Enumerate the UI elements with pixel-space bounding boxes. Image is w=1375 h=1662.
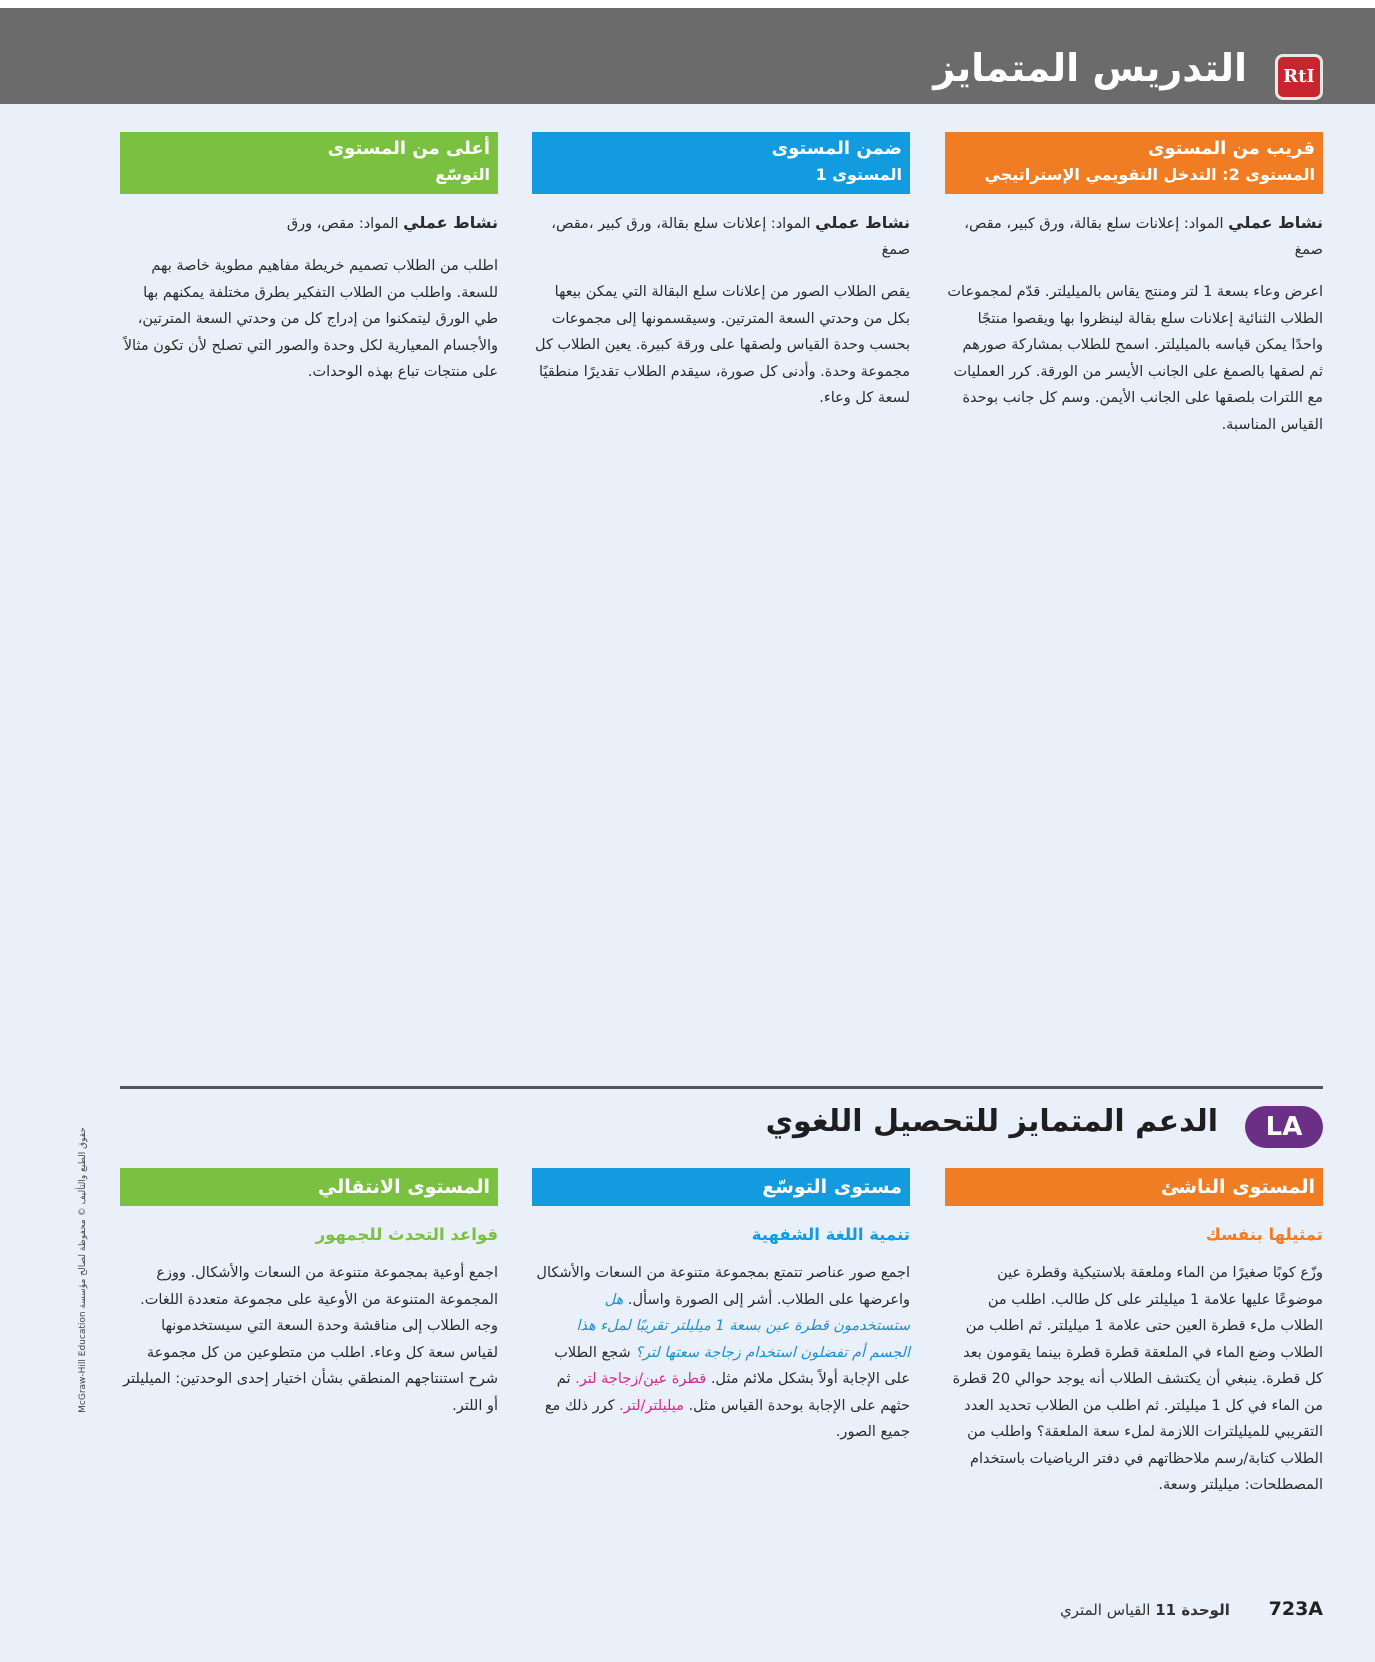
tier-subtitle: المستوى 2: التدخل التقويمي الإستراتيجي: [984, 165, 1315, 184]
la-column-emerging: [945, 1168, 1323, 1499]
la-section-title: الدعم المتمايز للتحصيل اللغوي: [765, 1104, 1218, 1139]
tier-header: [120, 132, 498, 194]
la-body: [532, 1260, 910, 1446]
header-bar: [0, 8, 1375, 104]
rti-logo-icon: RtI: [1275, 54, 1323, 100]
footer-unit: الوحدة 11: [1155, 1601, 1230, 1619]
tier-title: ضمن المستوى: [771, 138, 902, 159]
tier-header: [532, 132, 910, 194]
tier-title: قريب من المستوى: [1147, 138, 1315, 159]
tier-header: [945, 132, 1323, 194]
activity-line: [120, 210, 498, 237]
activity-materials: المواد: مقص، ورق: [286, 216, 399, 232]
tier-body: يقص الطلاب الصور من إعلانات سلع البقالة التي يمكن بيعها بكل من وحدتي السعة المترتين. وسيقسمونها إلى مجموعات بحسب وحدة القياس ولصقها على ورقة كبيرة. يعين الطلاب كل مجموعة وحدة. وأدنى كل صورة، سيقدم الطلاب تقديرًا منطقيًا لسعة كل وعاء.: [534, 284, 910, 406]
la-badge-icon: LA: [1245, 1106, 1323, 1148]
tier-column-beyond: [120, 132, 498, 386]
la-subhead: تمثيلها بنفسك: [1205, 1225, 1323, 1244]
la-column-bridging: [120, 1168, 498, 1419]
activity-line: [945, 210, 1323, 263]
tier-body: اعرض وعاء بسعة 1 لتر ومنتج يقاس بالميليلتر. قدّم لمجموعات الطلاب الثنائية إعلانات سلع بقالة لينظروا بها ويقصوا منتجًا واحدًا يمكن قياسه بالميليلتر. اسمح للطلاب بمشاركة صورهم ثم لصقها بالصمغ على الجانب الأيسر من الورقة. كرر العمليات مع اللترات بلصقها على الجانب الأيمن. وسم كل جانب بوحدة القياس المناسبة.: [947, 284, 1323, 433]
tier-column-approaching: [945, 132, 1323, 438]
la-example-answer: ميليلتر/لتر.: [619, 1397, 684, 1414]
la-subhead: قواعد التحدث للجمهور: [315, 1225, 498, 1244]
la-column-expanding: [532, 1168, 910, 1446]
la-body-part: كرر ذلك مع جميع الصور.: [544, 1397, 910, 1440]
activity-label: نشاط عملي: [815, 213, 910, 232]
la-body-part: ثم حثهم على الإجابة بوحدة القياس مثل.: [556, 1371, 910, 1414]
footer-topic: القياس المتري: [1059, 1601, 1151, 1619]
la-body: اجمع أوعية بمجموعة متنوعة من السعات والأشكال. ووزع المجموعة المتنوعة من الأوعية على مجموعة متعددة اللغات. وجه الطلاب إلى مناقشة وحدة السعة التي سيستخدمونها لقياس سعة كل وعاء. اطلب من متطوعين من كل مجموعة شرح استنتاجهم المنطقي بشأن اختيار إحدى الوحدتين: الميليلتر أو اللتر.: [123, 1265, 498, 1414]
activity-line: [532, 210, 910, 263]
tier-subtitle: المستوى 1: [815, 165, 902, 184]
la-level-header: المستوى الناشئ: [945, 1168, 1323, 1206]
activity-materials: المواد: إعلانات سلع بقالة، ورق كبير، مقص، صمغ: [964, 216, 1323, 258]
section-divider: [120, 1086, 1323, 1089]
tier-body: اطلب من الطلاب تصميم خريطة مفاهيم مطوية خاصة بهم للسعة. واطلب من الطلاب التفكير بطرق مختلفة يمكنهم بها طي الورق ليتمكنوا من إدراج كل من وحدتي السعة المترتين، والأجسام المعيارية لكل وحدة والصور التي تصلح لأن تكون مثالاً على منتجات تباع بهذه الوحدات.: [123, 258, 498, 380]
la-body-part: اجمع صور عناصر تتمتع بمجموعة متنوعة من السعات والأشكال واعرضها على الطلاب. أشر إلى الصورة واسأل.: [536, 1265, 910, 1308]
activity-materials: المواد: إعلانات سلع بقالة، ورق كبير ،مقص، صمغ: [551, 216, 910, 258]
page-number: 723A: [1268, 1598, 1323, 1620]
activity-label: نشاط عملي: [1228, 213, 1323, 232]
la-body: وزّع كوبًا صغيرًا من الماء وملعقة بلاستيكية وقطرة عين موضوعًا عليها علامة 1 ميليلتر على كل طالب. اطلب من الطلاب ملء قطرة العين حتى علامة 1 ميليلتر. ثم اطلب من الطلاب وضع الماء في الملعقة قطرة قطرة بينما يقومون بعد كل قطرة. ينبغي أن يكتشف الطلاب أنه يوجد حوالي 20 قطرة من الماء في كل 1 ميليلتر. ثم اطلب من الطلاب تحديد العدد التقريبي للميليلترات اللازمة لملء سعة الملعقة؟ واطلب من الطلاب كتابة/رسم ملاحظاتهم في دفتر الرياضيات باستخدام المصطلحات: ميليلتر وسعة.: [952, 1265, 1323, 1493]
tier-column-on-level: [532, 132, 910, 412]
la-question: هل ستستخدمون قطرة عين بسعة 1 ميليلتر تقريبًا لملء هذا الجسم أم تفضلون استخدام زجاجة سعتها لتر؟: [576, 1291, 910, 1361]
la-subhead: تنمية اللغة الشفهية: [751, 1225, 910, 1244]
activity-label: نشاط عملي: [403, 213, 498, 232]
la-body-part: شجع الطلاب على الإجابة أولاً بشكل ملائم مثل.: [554, 1344, 910, 1387]
la-level-header: المستوى الانتقالي: [120, 1168, 498, 1206]
la-example-answer: قطرة عين/زجاجة لتر.: [575, 1371, 707, 1387]
page-footer: [1060, 1598, 1323, 1620]
la-level-header: مستوى التوسّع: [532, 1168, 910, 1206]
tier-subtitle: التوسّع: [435, 165, 490, 184]
tier-title: أعلى من المستوى: [327, 138, 490, 159]
top-band: [0, 0, 1375, 8]
copyright-notice: حقوق الطبع والتأليف © محفوظة لصالح مؤسسة McGraw-Hill Education: [78, 1127, 88, 1413]
page-title: التدريس المتمايز: [933, 46, 1247, 90]
